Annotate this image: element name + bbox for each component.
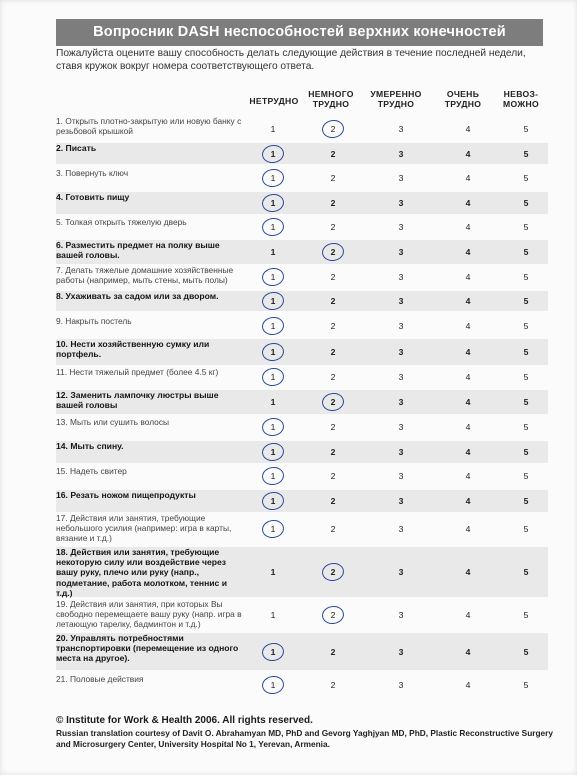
question-row <box>56 599 548 631</box>
question-row <box>56 192 548 214</box>
answer-option-3[interactable]: 3 <box>398 680 404 690</box>
answer-option-5[interactable]: 5 <box>523 397 529 407</box>
selected-answer-circle <box>261 217 285 238</box>
answer-option-2[interactable]: 2 <box>330 647 336 657</box>
answer-option-2[interactable]: 2 <box>330 247 336 257</box>
answer-option-4[interactable]: 4 <box>465 372 471 382</box>
answer-option-4[interactable]: 4 <box>465 471 471 481</box>
answer-option-4[interactable]: 4 <box>465 124 471 134</box>
selected-answer-circle <box>261 144 285 165</box>
answer-option-2[interactable]: 2 <box>330 296 336 306</box>
answer-option-3[interactable]: 3 <box>398 496 404 506</box>
answer-option-4[interactable]: 4 <box>465 149 471 159</box>
question-row <box>56 265 548 288</box>
answer-option-4[interactable]: 4 <box>465 247 471 257</box>
question-row <box>56 217 548 237</box>
answer-option-4[interactable]: 4 <box>465 173 471 183</box>
question-label: 6. Разместить предмет на полку выше вашей головы. <box>56 240 220 261</box>
answer-option-3[interactable]: 3 <box>398 347 404 357</box>
answer-option-5[interactable]: 5 <box>523 524 529 534</box>
answer-option-1[interactable]: 1 <box>270 567 276 577</box>
question-row <box>56 513 548 545</box>
answer-option-2[interactable]: 2 <box>330 321 336 331</box>
answer-option-5[interactable]: 5 <box>523 610 529 620</box>
answer-option-2[interactable]: 2 <box>330 447 336 457</box>
question-label: 11. Нести тяжелый предмет (более 4.5 кг) <box>56 367 219 377</box>
answer-option-4[interactable]: 4 <box>465 347 471 357</box>
answer-option-2[interactable]: 2 <box>330 222 336 232</box>
question-row <box>56 116 548 142</box>
answer-option-2[interactable]: 2 <box>330 610 336 620</box>
answer-option-5[interactable]: 5 <box>523 272 529 282</box>
answer-option-1[interactable]: 1 <box>270 272 276 282</box>
answer-option-5[interactable]: 5 <box>523 447 529 457</box>
question-row <box>56 168 548 188</box>
selected-answer-circle <box>321 562 345 583</box>
selected-answer-circle <box>261 642 285 663</box>
answer-option-2[interactable]: 2 <box>330 347 336 357</box>
question-label: 21. Половые действия <box>56 674 144 684</box>
question-row <box>56 367 548 387</box>
answer-option-1[interactable]: 1 <box>270 222 276 232</box>
answer-option-2[interactable]: 2 <box>330 471 336 481</box>
answer-option-3[interactable]: 3 <box>398 296 404 306</box>
answer-option-2[interactable]: 2 <box>330 567 336 577</box>
answer-option-3[interactable]: 3 <box>398 222 404 232</box>
selected-answer-circle <box>261 168 285 189</box>
selected-answer-circle <box>321 242 345 263</box>
answer-option-4[interactable]: 4 <box>465 567 471 577</box>
answer-option-4[interactable]: 4 <box>465 272 471 282</box>
answer-option-5[interactable]: 5 <box>523 680 529 690</box>
answer-option-1[interactable]: 1 <box>270 173 276 183</box>
answer-option-5[interactable]: 5 <box>523 647 529 657</box>
question-row <box>56 339 548 365</box>
question-row <box>56 417 548 437</box>
answer-option-3[interactable]: 3 <box>398 422 404 432</box>
question-row <box>56 143 548 164</box>
answer-option-5[interactable]: 5 <box>523 372 529 382</box>
answer-option-3[interactable]: 3 <box>398 567 404 577</box>
answer-option-1[interactable]: 1 <box>270 321 276 331</box>
answer-option-3[interactable]: 3 <box>398 524 404 534</box>
answer-option-5[interactable]: 5 <box>523 222 529 232</box>
answer-option-4[interactable]: 4 <box>465 296 471 306</box>
answer-option-1[interactable]: 1 <box>270 247 276 257</box>
question-label: 13. Мыть или сушить волосы <box>56 417 170 427</box>
answer-option-3[interactable]: 3 <box>398 447 404 457</box>
answer-option-5[interactable]: 5 <box>523 149 529 159</box>
selected-answer-circle <box>261 675 285 696</box>
footer <box>56 715 556 750</box>
answer-option-2[interactable]: 2 <box>330 680 336 690</box>
question-row <box>56 240 548 264</box>
question-row <box>56 674 548 696</box>
answer-option-1[interactable]: 1 <box>270 397 276 407</box>
answer-option-5[interactable]: 5 <box>523 347 529 357</box>
answer-option-4[interactable]: 4 <box>465 610 471 620</box>
answer-option-5[interactable]: 5 <box>523 471 529 481</box>
answer-option-5[interactable]: 5 <box>523 296 529 306</box>
question-row <box>56 547 548 597</box>
answer-option-2[interactable]: 2 <box>330 524 336 534</box>
answer-option-2[interactable]: 2 <box>330 124 336 134</box>
answer-option-1[interactable]: 1 <box>270 610 276 620</box>
answer-option-2[interactable]: 2 <box>330 173 336 183</box>
question-label: 17. Действия или занятия, требующие небольшого усилия (например: игра в карты, вязание и т.д.) <box>56 513 232 544</box>
selected-answer-circle <box>261 367 285 388</box>
answer-option-1[interactable]: 1 <box>270 372 276 382</box>
answer-option-5[interactable]: 5 <box>523 567 529 577</box>
selected-answer-circle <box>321 392 345 413</box>
column-header-mild-difficulty: НЕМНОГО ТРУДНО <box>308 89 354 109</box>
question-label: 1. Открыть плотно-закрытую или новую банку с резьбовой крышкой <box>56 116 242 137</box>
answer-option-4[interactable]: 4 <box>465 222 471 232</box>
question-label: 5. Толкая открыть тяжелую дверь <box>56 217 187 227</box>
answer-option-5[interactable]: 5 <box>523 173 529 183</box>
answer-option-2[interactable]: 2 <box>330 397 336 407</box>
question-label: 12. Заменить лампочку люстры выше вашей головы <box>56 390 219 411</box>
question-label: 20. Управлять потребностями транспортировки (перемещение из одного места на другое). <box>56 633 239 664</box>
answer-option-1[interactable]: 1 <box>270 347 276 357</box>
question-label: 8. Ухаживать за садом или за двором. <box>56 291 219 301</box>
question-label: 10. Нести хозяйственную сумку или портфель. <box>56 339 210 360</box>
question-label: 7. Делать тяжелые домашние хозяйственные работы (например, мыть стены, мыть полы) <box>56 265 234 286</box>
selected-answer-circle <box>261 316 285 337</box>
answer-option-1[interactable]: 1 <box>270 447 276 457</box>
answer-option-2[interactable]: 2 <box>330 149 336 159</box>
answer-option-2[interactable]: 2 <box>330 272 336 282</box>
answer-option-1[interactable]: 1 <box>270 149 276 159</box>
question-row <box>56 441 548 463</box>
answer-option-2[interactable]: 2 <box>330 496 336 506</box>
answer-option-5[interactable]: 5 <box>523 422 529 432</box>
answer-option-1[interactable]: 1 <box>270 124 276 134</box>
answer-option-4[interactable]: 4 <box>465 321 471 331</box>
answer-option-4[interactable]: 4 <box>465 496 471 506</box>
answer-option-3[interactable]: 3 <box>398 471 404 481</box>
instructions-text: Пожалуйста оцените вашу способность делать следующие действия в течение последней недели, ставя кружок вокруг номера соответствующего ответа. <box>56 48 526 72</box>
selected-answer-circle <box>321 119 345 140</box>
selected-answer-circle <box>261 466 285 487</box>
answer-option-5[interactable]: 5 <box>523 124 529 134</box>
answer-option-1[interactable]: 1 <box>270 198 276 208</box>
answer-option-3[interactable]: 3 <box>398 124 404 134</box>
translation-credit: Russian translation courtesy of Davit O. Abrahamyan MD, PhD and Gevorg Yaghjyan MD, PhD, Plastic Reconstructive Surgery and Microsurgery Center, University Hospital No 1, Yerevan, Armenia. <box>56 728 554 749</box>
answer-option-1[interactable]: 1 <box>270 471 276 481</box>
question-label: 3. Повернуть ключ <box>56 168 129 178</box>
question-row <box>56 316 548 336</box>
answer-option-3[interactable]: 3 <box>398 372 404 382</box>
answer-option-4[interactable]: 4 <box>465 680 471 690</box>
answer-option-4[interactable]: 4 <box>465 524 471 534</box>
questionnaire-title: Вопросник DASH неспособностей верхних конечностей <box>56 19 543 46</box>
question-label: 9. Накрыть постель <box>56 316 132 326</box>
answer-option-4[interactable]: 4 <box>465 422 471 432</box>
question-row <box>56 490 548 512</box>
question-label: 4. Готовить пищу <box>56 192 130 202</box>
selected-answer-circle <box>261 342 285 363</box>
question-row <box>56 633 548 670</box>
question-row <box>56 291 548 311</box>
answer-option-3[interactable]: 3 <box>398 647 404 657</box>
answer-option-5[interactable]: 5 <box>523 198 529 208</box>
answer-option-2[interactable]: 2 <box>330 422 336 432</box>
question-row <box>56 390 548 414</box>
selected-answer-circle <box>261 442 285 463</box>
answer-option-1[interactable]: 1 <box>270 296 276 306</box>
column-header-unable: НЕВОЗ-МОЖНО <box>503 89 539 109</box>
answer-option-5[interactable]: 5 <box>523 321 529 331</box>
answer-option-3[interactable]: 3 <box>398 397 404 407</box>
answer-option-3[interactable]: 3 <box>398 272 404 282</box>
selected-answer-circle <box>261 267 285 288</box>
answer-option-2[interactable]: 2 <box>330 198 336 208</box>
answer-option-1[interactable]: 1 <box>270 524 276 534</box>
answer-option-1[interactable]: 1 <box>270 496 276 506</box>
selected-answer-circle <box>261 417 285 438</box>
answer-option-1[interactable]: 1 <box>270 647 276 657</box>
answer-option-3[interactable]: 3 <box>398 247 404 257</box>
answer-option-5[interactable]: 5 <box>523 247 529 257</box>
column-header-severe-difficulty: ОЧЕНЬ ТРУДНО <box>444 89 482 109</box>
answer-option-3[interactable]: 3 <box>398 198 404 208</box>
answer-option-4[interactable]: 4 <box>465 198 471 208</box>
answer-option-3[interactable]: 3 <box>398 610 404 620</box>
column-header-moderate-difficulty: УМЕРЕННО ТРУДНО <box>370 89 422 109</box>
selected-answer-circle <box>261 291 285 312</box>
answer-option-1[interactable]: 1 <box>270 422 276 432</box>
column-header-no-difficulty: НЕТРУДНО <box>249 96 299 106</box>
selected-answer-circle <box>321 605 345 626</box>
selected-answer-circle <box>261 491 285 512</box>
answer-option-4[interactable]: 4 <box>465 397 471 407</box>
selected-answer-circle <box>261 193 285 214</box>
answer-option-4[interactable]: 4 <box>465 447 471 457</box>
answer-option-4[interactable]: 4 <box>465 647 471 657</box>
answer-option-3[interactable]: 3 <box>398 173 404 183</box>
copyright-notice: © Institute for Work & Health 2006. All rights reserved. <box>56 715 313 726</box>
question-label: 15. Надеть свитер <box>56 466 127 476</box>
question-label: 16. Резать ножом пищепродукты <box>56 490 196 500</box>
answer-option-3[interactable]: 3 <box>398 149 404 159</box>
question-label: 19. Действия или занятия, при которых Вы свободно перемещаете вашу руку (напр. игра в летающую тарелку, бадминтон и т.д.) <box>56 599 242 630</box>
selected-answer-circle <box>261 519 285 540</box>
answer-option-2[interactable]: 2 <box>330 372 336 382</box>
answer-option-1[interactable]: 1 <box>270 680 276 690</box>
question-label: 18. Действия или занятия, требующие некоторую силу или воздействие через вашу руку, плечо или руку (напр., подметание, работа молотком, теннис и т.д.) <box>56 547 227 598</box>
question-row <box>56 466 548 486</box>
question-label: 14. Мыть спину. <box>56 441 124 451</box>
question-label: 2. Писать <box>56 143 97 153</box>
answer-option-5[interactable]: 5 <box>523 496 529 506</box>
answer-option-3[interactable]: 3 <box>398 321 404 331</box>
